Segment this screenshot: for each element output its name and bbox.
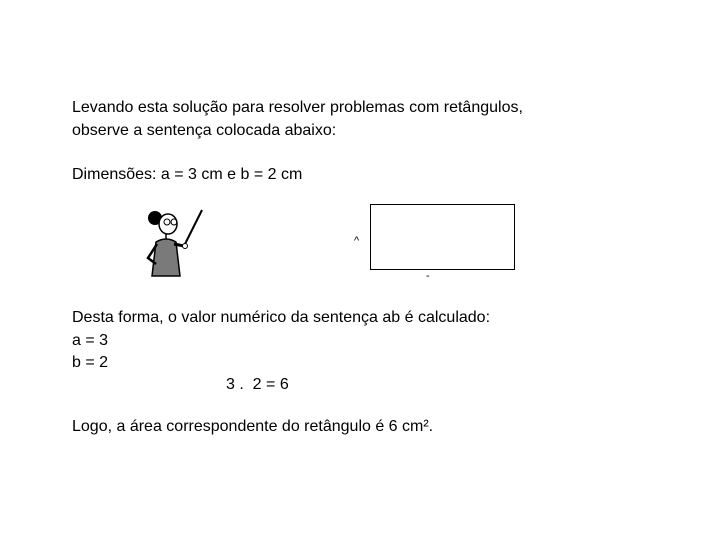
intro-line-2: observe a sentença colocada abaixo: xyxy=(72,122,337,139)
teacher-illustration xyxy=(140,206,212,278)
intro-line-1: Levando esta solução para resolver problemas com retângulos, xyxy=(72,99,523,116)
dimensions-line: Dimensões: a = 3 cm e b = 2 cm xyxy=(72,166,303,183)
value-a-line: a = 3 xyxy=(72,332,109,349)
bottom-mark: - xyxy=(426,270,430,282)
rectangle-shape xyxy=(370,204,515,270)
value-b-line: b = 2 xyxy=(72,354,109,371)
conclusion-line: Logo, a área correspondente do retângulo é 6 cm². xyxy=(72,418,434,435)
desta-forma-line: Desta forma, o valor numérico da sentença ab é calculado: xyxy=(72,309,491,326)
side-mark: ^ xyxy=(354,235,360,247)
calculation-line: 3 . 2 = 6 xyxy=(226,376,289,393)
